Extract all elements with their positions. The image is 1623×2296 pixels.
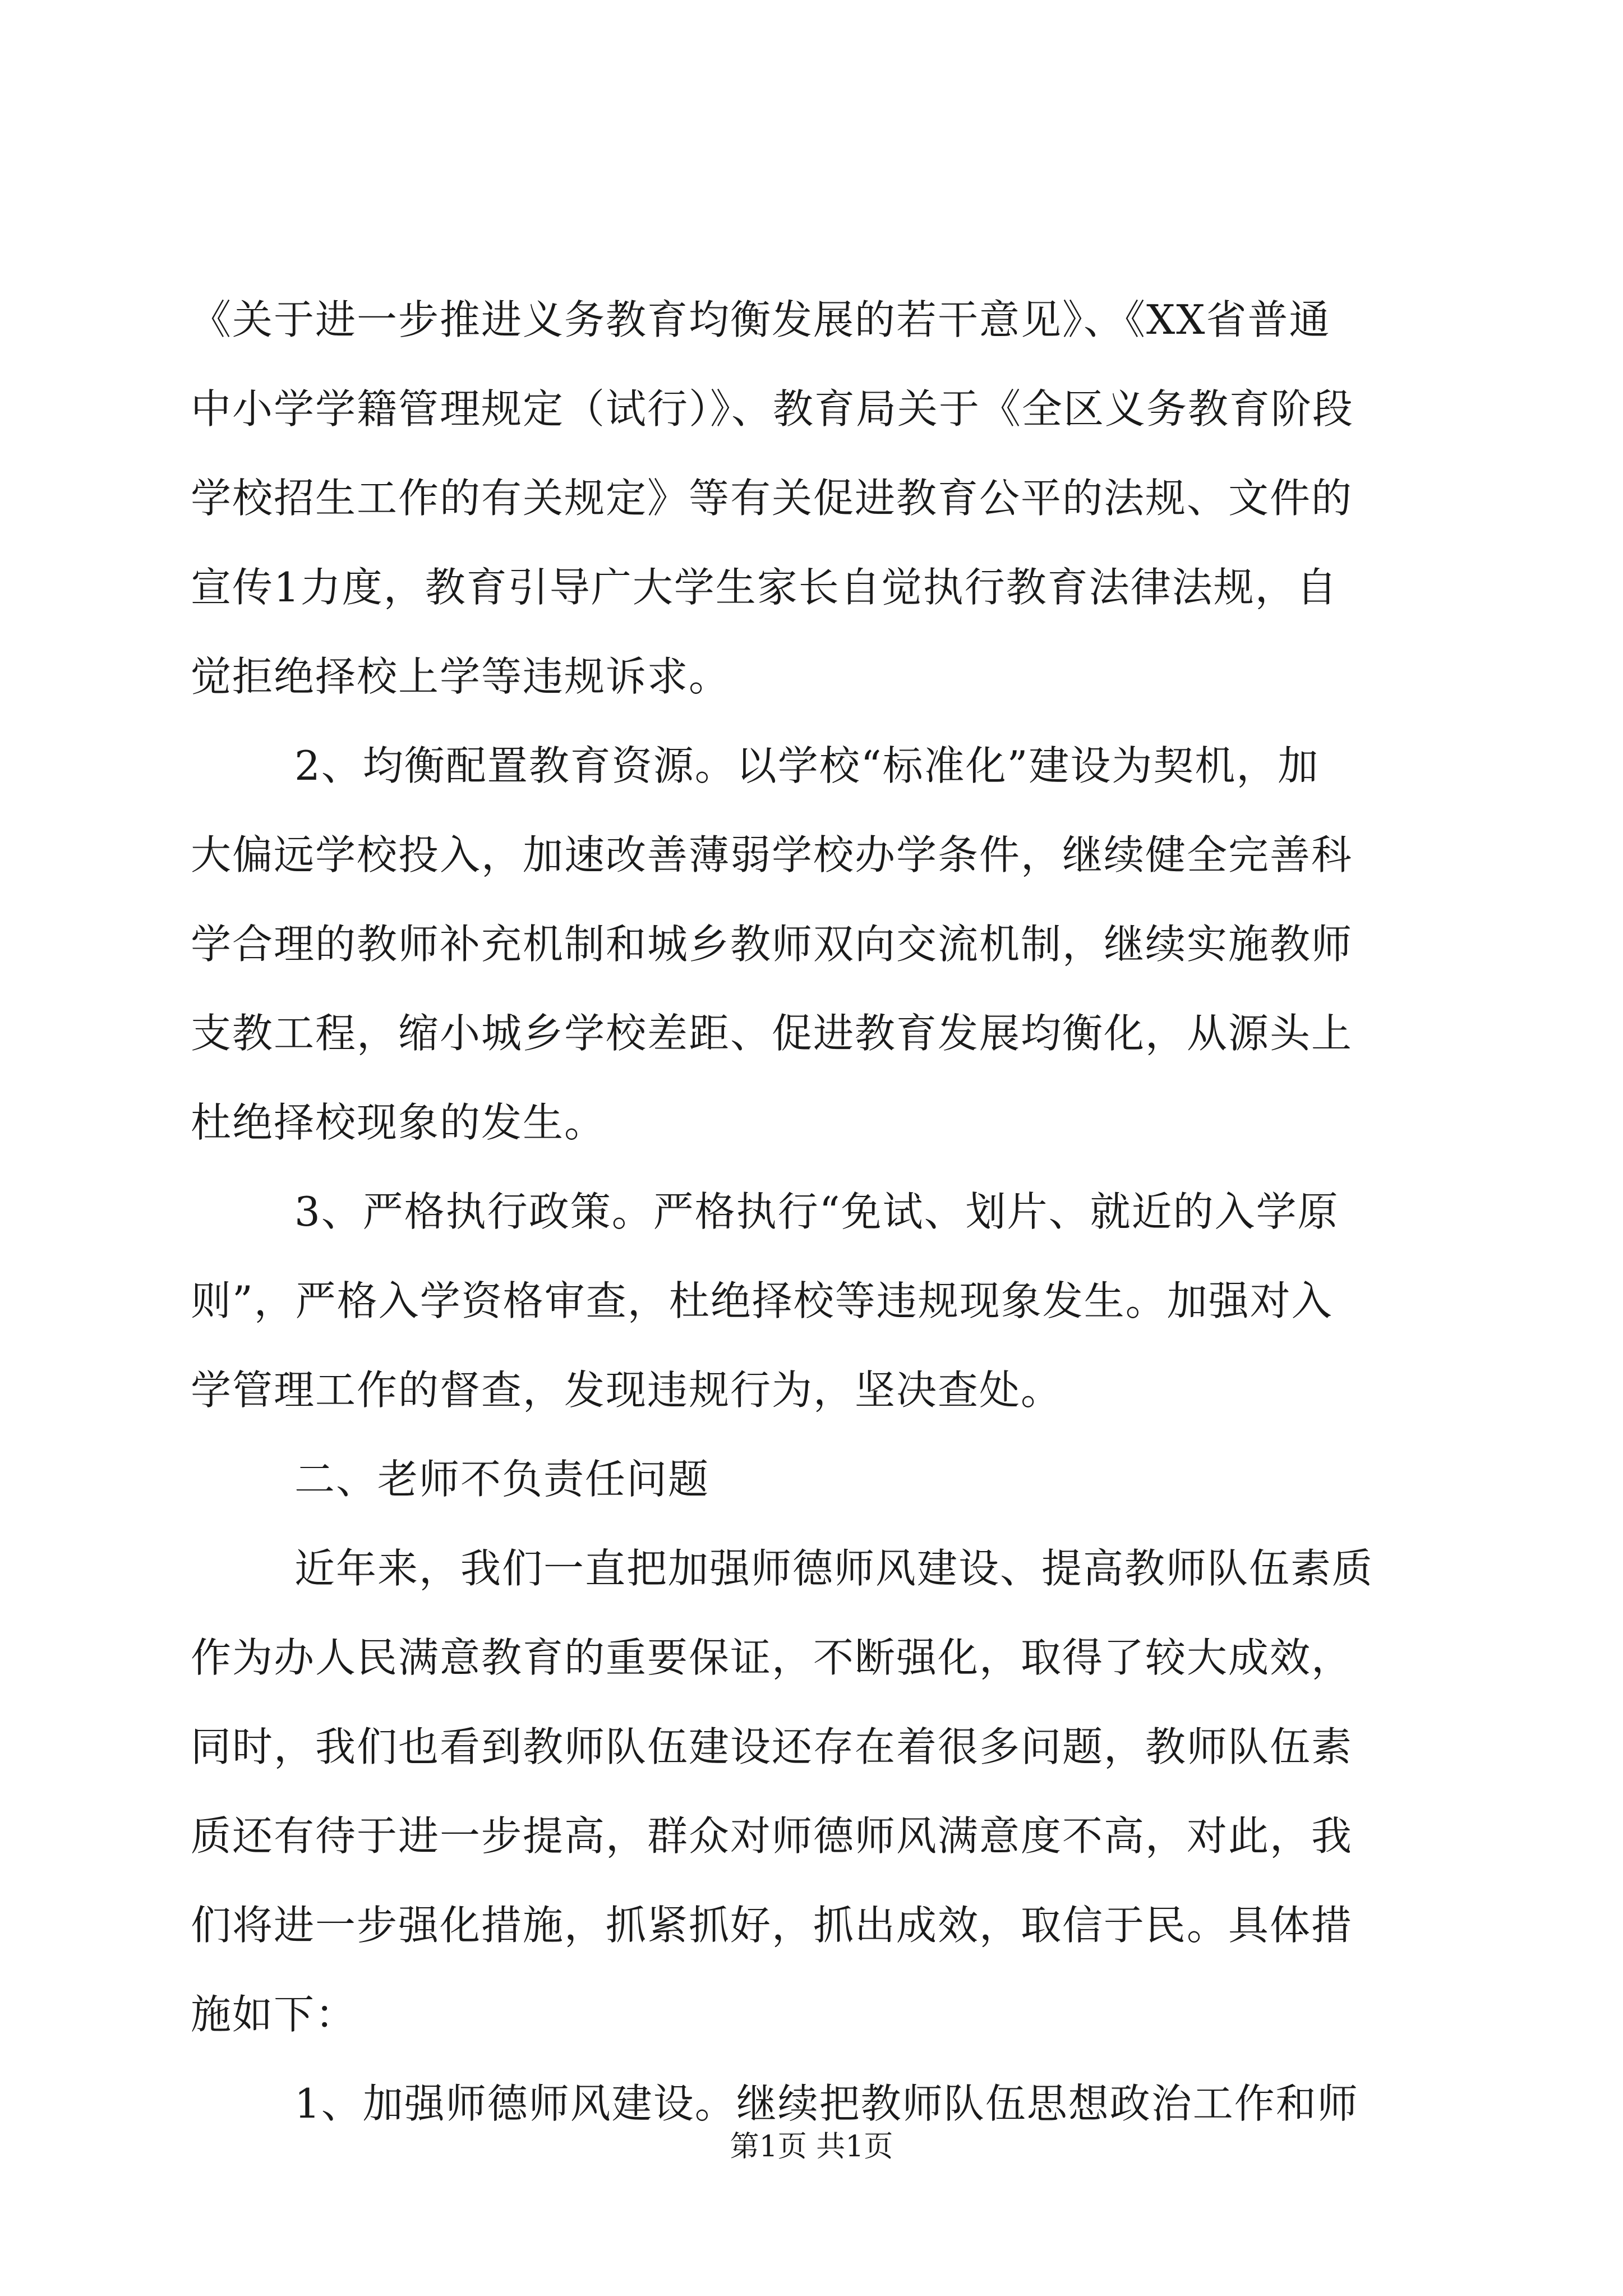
text-line-9: 支教工程，缩小城乡学校差距、促进教育发展均衡化，从源头上 — [191, 1010, 1353, 1057]
text-line-12: 则”，严格入学资格审查，杜绝择校等违规现象发生。加强对入 — [191, 1277, 1333, 1324]
text-line-4: 宣传1力度，教育引导广大学生家长自觉执行教育法律法规，自 — [191, 564, 1338, 611]
text-line-21: 1、加强师德师风建设。继续把教师队伍思想政治工作和师 — [294, 2080, 1359, 2127]
text-line-8: 学合理的教师补充机制和城乡教师双向交流机制，继续实施教师 — [191, 921, 1353, 968]
text-line-17: 同时，我们也看到教师队伍建设还存在着很多问题，教师队伍素 — [191, 1723, 1353, 1770]
text-line-1: 《关于进一步推进义务教育均衡发展的若干意见》、《XX省普通 — [191, 296, 1331, 343]
text-line-13: 学管理工作的督查，发现违规行为，坚决查处。 — [191, 1366, 1063, 1414]
text-line-18: 质还有待于进一步提高，群众对师德师风满意度不高，对此，我 — [191, 1812, 1353, 1860]
text-line-5: 觉拒绝择校上学等违规诉求。 — [191, 653, 731, 700]
section-heading: 二、老师不负责任问题 — [294, 1456, 710, 1503]
text-line-6: 2、均衡配置教育资源。以学校“标准化”建设为契机，加 — [294, 742, 1320, 789]
text-line-7: 大偏远学校投入，加速改善薄弱学校办学条件，继续健全完善科 — [191, 831, 1353, 878]
page-footer: 第1页 共1页 — [730, 2130, 893, 2164]
text-line-2: 中小学学籍管理规定（试行）》、教育局关于《全区义务教育阶段 — [191, 385, 1354, 432]
text-line-10: 杜绝择校现象的发生。 — [191, 1099, 606, 1146]
text-line-20: 施如下： — [191, 1991, 357, 2038]
text-line-11: 3、严格执行政策。严格执行“免试、划片、就近的入学原 — [294, 1188, 1339, 1235]
text-line-16: 作为办人民满意教育的重要保证，不断强化，取得了较大成效， — [191, 1634, 1353, 1681]
text-line-3: 学校招生工作的有关规定》等有关促进教育公平的法规、文件的 — [191, 475, 1353, 522]
text-line-19: 们将进一步强化措施，抓紧抓好，抓出成效，取信于民。具体措 — [191, 1902, 1353, 1949]
text-line-15: 近年来，我们一直把加强师德师风建设、提高教师队伍素质 — [294, 1545, 1374, 1592]
